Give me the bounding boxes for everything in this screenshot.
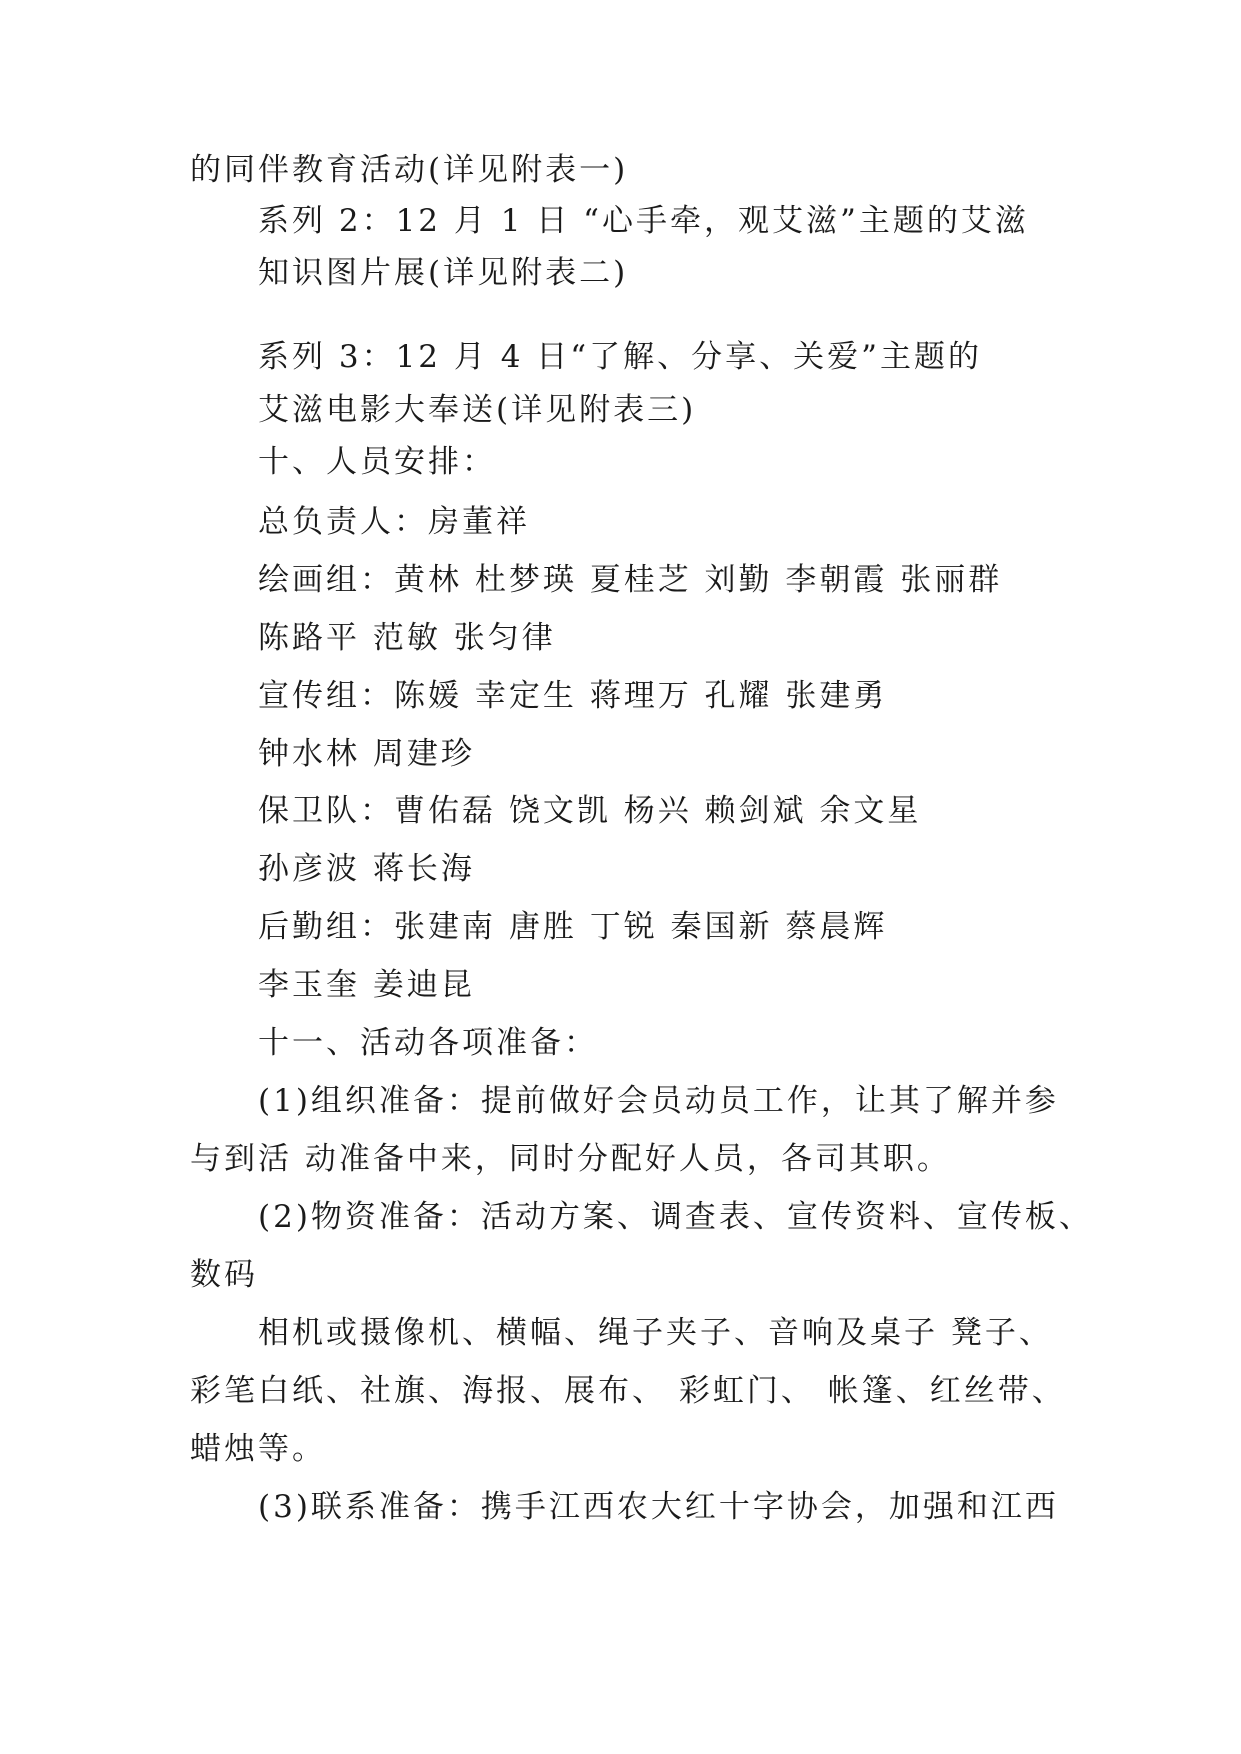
text-line-22: 彩笔白纸、社旗、海报、展布、 彩虹门、 帐篷、红丝带、 — [190, 1373, 1066, 1409]
text-line-5: 艾滋电影大奉送(详见附表三) — [258, 392, 697, 428]
text-line-21: 相机或摄像机、横幅、绳子夹子、音响及桌子 凳子、 — [258, 1315, 1053, 1351]
text-line-1: 的同伴教育活动(详见附表一) — [190, 152, 629, 188]
text-line-7: 总负责人：房董祥 — [258, 504, 530, 540]
text-line-9: 陈路平 范敏 张匀律 — [258, 620, 556, 656]
text-line-24: (3)联系准备：携手江西农大红十字协会，加强和江西 — [258, 1489, 1059, 1525]
text-line-4: 系列 3：12 月 4 日“了解、分享、关爱”主题的 — [258, 339, 983, 375]
text-line-17: (1)组织准备：提前做好会员动员工作，让其了解并参 — [258, 1083, 1059, 1119]
text-line-14: 后勤组：张建南 唐胜 丁锐 秦国新 蔡晨辉 — [258, 909, 888, 945]
text-line-10: 宣传组：陈媛 幸定生 蒋理万 孔耀 张建勇 — [258, 678, 888, 714]
text-line-13: 孙彦波 蒋长海 — [258, 851, 475, 887]
text-line-15: 李玉奎 姜迪昆 — [258, 967, 475, 1003]
text-line-20: 数码 — [190, 1257, 258, 1293]
text-line-11: 钟水林 周建珍 — [258, 736, 475, 772]
text-line-23: 蜡烛等。 — [190, 1431, 326, 1467]
section-heading-staff: 十、人员安排： — [258, 444, 496, 480]
text-line-18: 与到活 动准备中来，同时分配好人员，各司其职。 — [190, 1141, 951, 1177]
text-line-3: 知识图片展(详见附表二) — [258, 255, 629, 291]
text-line-12: 保卫队：曹佑磊 饶文凯 杨兴 赖剑斌 余文星 — [258, 793, 922, 829]
text-line-2: 系列 2：12 月 1 日 “心手牵，观艾滋”主题的艾滋 — [258, 203, 1029, 239]
section-heading-preparation: 十一、活动各项准备： — [258, 1025, 598, 1061]
text-line-8: 绘画组：黄林 杜梦瑛 夏桂芝 刘勤 李朝霞 张丽群 — [258, 562, 1003, 598]
text-line-19: (2)物资准备：活动方案、调查表、宣传资料、宣传板、 — [258, 1199, 1093, 1235]
